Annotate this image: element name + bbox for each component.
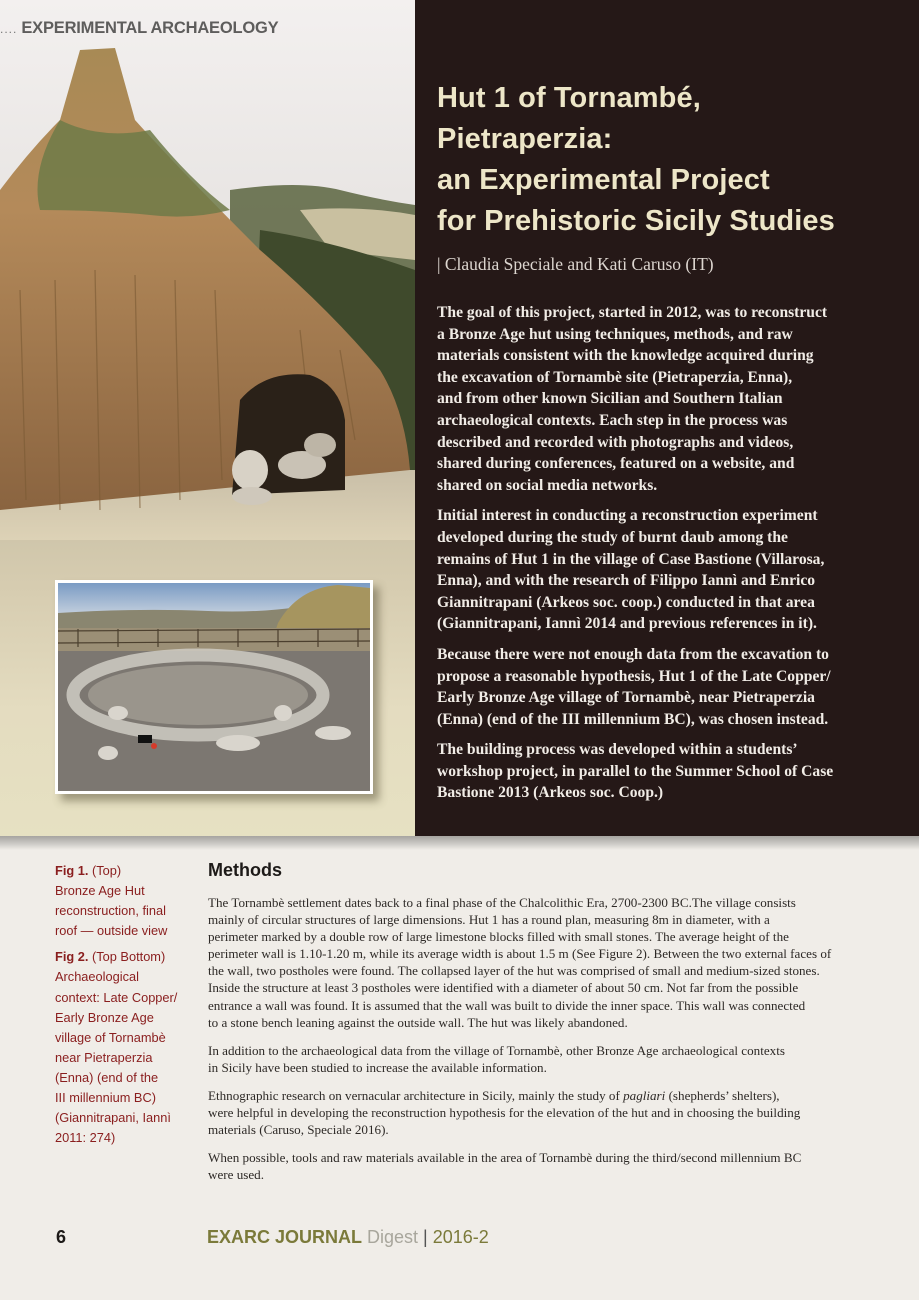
intro-paragraph [437,302,877,496]
text-line: Inside the structure at least 3 postholes were identified with a diameter of about 50 cm. Not far from the possible [208,980,799,996]
title-line: for Prehistoric Sicily Studies [437,205,835,237]
caption-label: Fig 1. [55,863,89,878]
text-span: Ethnographic research on vernacular architecture in Sicily, mainly the study of [208,1087,624,1103]
journal-brand: EXARC JOURNAL [207,1227,363,1247]
text-line: to a stone bench leaning against the outside wall. The hut was likely abandoned. [208,1014,628,1030]
figure-captions [55,861,190,1154]
text-line [208,1087,873,1104]
hut-illustration [0,40,415,540]
methods-heading: Methods [208,860,282,880]
text-line: the wall, two postholes were found. The collapsed layer of the hut was comprised of small and medium-sized stones. [208,963,820,979]
article-title [437,78,907,242]
text-line: were used. [208,1167,264,1183]
caption-text: village of Tornambè [55,1029,166,1045]
section-label-dots: .... [0,22,18,36]
text-line: (Enna) (end of the III millennium BC), was chosen instead. [437,710,829,728]
intro-paragraph [437,739,877,804]
fig2-excavation-photo [55,580,373,794]
caption-text: Archaeological [55,969,139,985]
caption-text: reconstruction, final [55,903,166,919]
text-line: mainly of circular structures of large dimensions. Hut 1 has a round plan, measuring 8m in diameter, with a [208,912,770,928]
title-line: an Experimental Project [437,164,770,196]
caption-text: roof — outside view [55,923,168,939]
text-line: developed during the study of burnt daub among the [437,528,788,546]
text-line: The building process was developed within a students’ [437,741,798,759]
caption-text: III millennium BC) [55,1090,156,1106]
text-line: a Bronze Age hut using techniques, methods, and raw [437,325,793,343]
caption-label: Fig 2. [55,949,89,965]
hero-shadow [0,836,919,850]
excavation-illustration [58,583,370,791]
caption-text: near Pietraperzia [55,1049,153,1065]
title-line: Hut 1 of Tornambé, [437,82,701,114]
methods-paragraph [208,1149,873,1183]
text-line: entrance a wall was found. It is assumed that the wall was built to divide the inner space. This wall was connected [208,997,806,1013]
methods-paragraph [208,894,873,1031]
journal-digest: Digest [362,1227,419,1247]
text-line: materials consistent with the knowledge acquired during [437,347,814,365]
intro-paragraph [437,505,877,635]
text-line: workshop project, in parallel to the Summer School of Case [437,762,834,780]
caption-fig2 [55,947,190,1148]
methods-paragraph [208,1087,873,1138]
caption-text: 2011: 274) [55,1130,116,1146]
journal-separator: | [418,1227,433,1247]
text-line: archaeological contexts. Each step in the process was [437,411,788,429]
caption-fig1 [55,861,190,941]
caption-text: Bronze Age Hut [55,883,145,899]
text-line: were helpful in developing the reconstruction hypothesis for the elevation of the hut and in choosing the building [208,1105,801,1121]
caption-text: (Enna) (end of the [55,1069,159,1085]
text-line: Early Bronze Age village of Tornambè, near Pietraperzia [437,689,815,707]
text-line: Enna), and with the research of Filippo Iannì and Enrico [437,572,816,590]
text-line: Giannitrapani (Arkeos soc. coop.) conducted in that area [437,593,815,611]
text-line: and from other known Sicilian and Southern Italian [437,390,783,408]
text-line: The Tornambè settlement dates back to a final phase of the Chalcolithic Era, 2700-2300 BC.The village consists [208,895,796,910]
page-number: 6 [56,1227,67,1247]
journal-issue: 2016-2 [432,1227,489,1247]
caption-text: (Top) [88,863,122,878]
article-authors: | Claudia Speciale and Kati Caruso (IT) [437,254,714,274]
text-span: (shepherds’ shelters), [665,1087,780,1103]
journal-footer [207,1227,489,1248]
text-line: in Sicily have been studied to increase the available information. [208,1059,547,1075]
text-line: In addition to the archaeological data from the village of Tornambè, other Bronze Age archaeological contexts [208,1042,785,1058]
section-label-text: EXPERIMENTAL ARCHAEOLOGY [21,19,279,37]
caption-text: Early Bronze Age [55,1009,154,1025]
text-line: shared on social media networks. [437,476,658,494]
text-line: Because there were not enough data from the excavation to [437,645,829,663]
text-line: remains of Hut 1 in the village of Case Bastione (Villarosa, [437,550,825,568]
text-line: perimeter wall is 1.10-1.20 m, while its average width is about 1.5 m (See Figure 2). Between the two external faces of [208,946,832,962]
text-line: Initial interest in conducting a reconstruction experiment [437,507,818,525]
caption-text: (Giannitrapani, Iannì [55,1110,171,1126]
italic-term: pagliari [623,1087,666,1103]
text-line: perimeter marked by a double row of large limestone blocks filled with small stones. The average height of the [208,929,789,945]
text-line: When possible, tools and raw materials available in the area of Tornambè during the third/second millennium BC [208,1150,802,1166]
caption-text: (Top Bottom) [88,949,166,965]
methods-paragraph [208,1042,873,1076]
methods-body [208,894,873,1194]
section-label [0,19,278,38]
text-line: propose a reasonable hypothesis, Hut 1 of the Late Copper/ [437,667,831,685]
text-line: described and recorded with photographs and videos, [437,433,794,451]
intro-paragraph [437,644,877,730]
text-line: materials (Caruso, Speciale 2016). [208,1122,389,1138]
article-intro [437,302,877,813]
title-line: Pietraperzia: [437,123,613,155]
text-line: the excavation of Tornambè site (Pietraperzia, Enna), [437,368,793,386]
caption-text: context: Late Copper/ [55,989,178,1005]
text-line: Bastione 2013 (Arkeos soc. Coop.) [437,784,664,802]
text-line: (Giannitrapani, Iannì 2014 and previous references in it). [437,615,817,633]
text-line: The goal of this project, started in 2012, was to reconstruct [437,304,828,321]
text-line: shared during conferences, featured on a website, and [437,455,795,473]
